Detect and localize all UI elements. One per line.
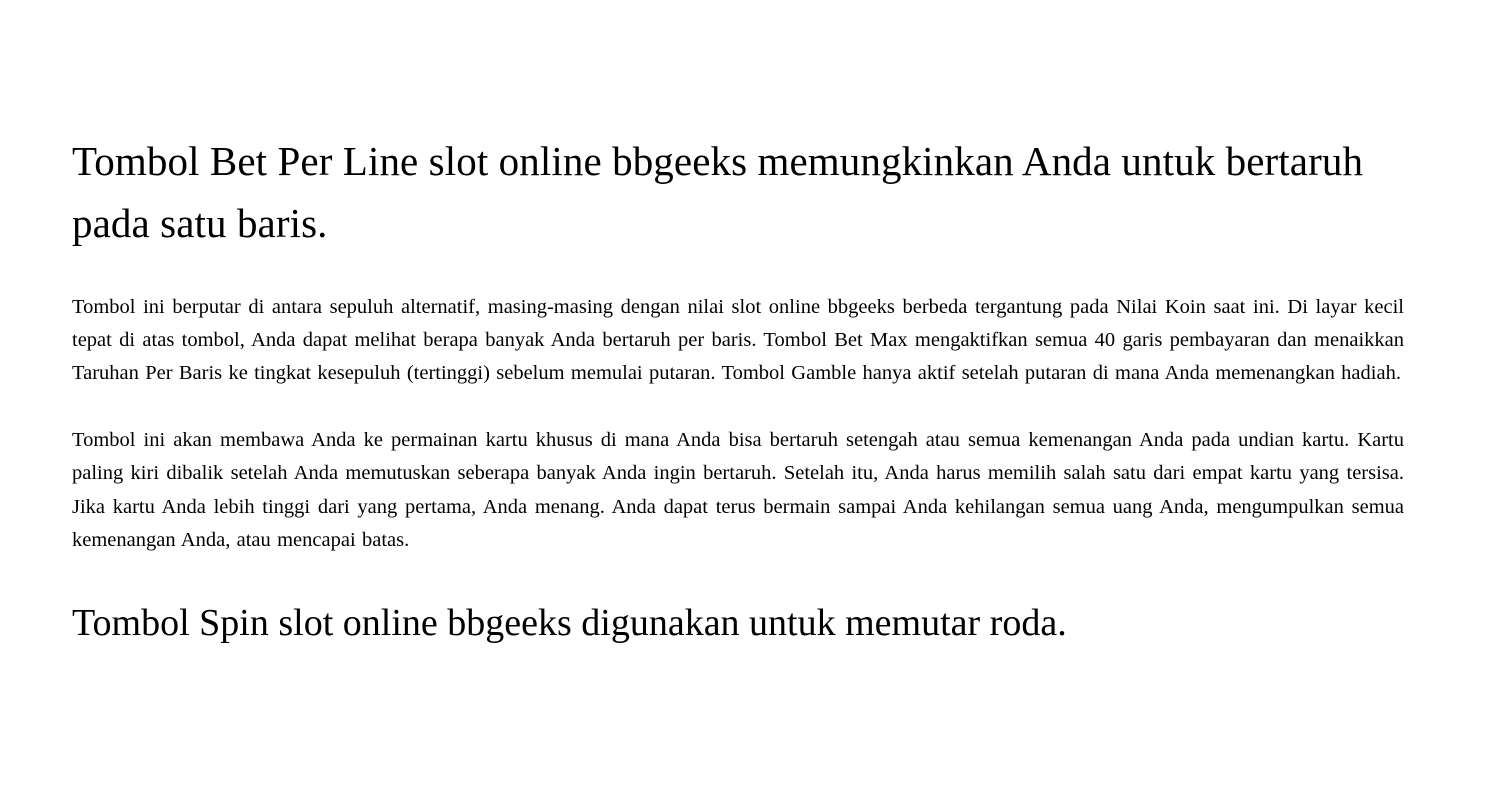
section-heading-bet-per-line: Tombol Bet Per Line slot online bbgeeks memungkinkan Anda untuk bertaruh pada satu baris. (72, 138, 1364, 247)
paragraph-bet-per-line-description: Tombol ini berputar di antara sepuluh alternatif, masing-masing dengan nilai slot online bbgeeks berbeda tergantung pada Nilai Koin saat ini. Di layar kecil tepat di atas tombol, Anda dapat melihat berapa banyak Anda bertaruh per baris. Tombol Bet Max mengaktifkan semua 40 garis pembayaran dan menaikkan Taruhan Per Baris ke tingkat kesepuluh (tertinggi) sebelum memulai putaran. Tombol Gamble hanya aktif setelah putaran di mana Anda memenangkan hadiah. (72, 295, 1404, 385)
section-heading-spin-button: Tombol Spin slot online bbgeeks digunakan untuk memutar roda. (72, 602, 1067, 645)
document-body (72, 130, 1404, 652)
paragraph-gamble-card-game: Tombol ini akan membawa Anda ke permainan kartu khusus di mana Anda bisa bertaruh setengah atau semua kemenangan Anda pada undian kartu. Kartu paling kiri dibalik setelah Anda memutuskan seberapa banyak Anda ingin bertaruh. Setelah itu, Anda harus memilih salah satu dari empat kartu yang tersisa. Jika kartu Anda lebih tinggi dari yang pertama, Anda menang. Anda dapat terus bermain sampai Anda kehilangan semua uang Anda, mengumpulkan semua kemenangan Anda, atau mencapai batas. (72, 429, 1404, 551)
